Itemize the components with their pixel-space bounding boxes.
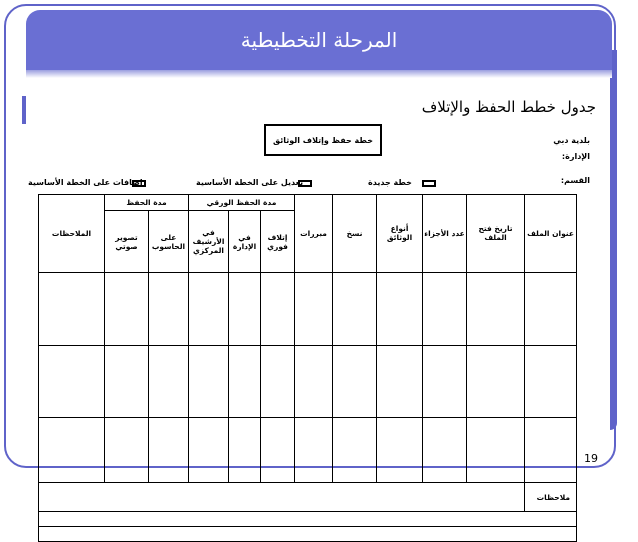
slide-side-accent <box>610 50 617 430</box>
table-row <box>39 272 577 345</box>
document-title-box: خطة حفظ وإتلاف الوثائق <box>264 124 382 156</box>
slide-subtitle: جدول خطط الحفظ والإتلاف <box>421 98 596 116</box>
municipality-label: بلدية دبي <box>553 136 590 145</box>
footer-notes-label: ملاحظات <box>525 482 577 512</box>
col-copies: نسخ <box>333 195 377 273</box>
left-accent-bar <box>22 96 26 124</box>
section-label: القسم: <box>560 176 590 185</box>
notes-row <box>39 482 577 512</box>
page-number: 19 <box>584 452 598 465</box>
plan-options-row <box>28 178 594 192</box>
notes-line <box>39 512 577 527</box>
notes-line <box>39 527 577 542</box>
table-row <box>39 418 577 483</box>
col-immediate-destroy: إتلاف فوري <box>261 211 295 273</box>
col-in-department: في الإدارة <box>229 211 261 273</box>
option-modify-plan-label: تعديل على الخطة الأساسية <box>196 178 304 187</box>
col-on-computer: على الحاسوب <box>149 211 189 273</box>
table-row <box>39 345 577 418</box>
col-justification: مبررات <box>295 195 333 273</box>
retention-plan-table <box>38 194 577 542</box>
option-new-plan-checkbox[interactable] <box>422 180 436 187</box>
col-parts-count: عدد الأجزاء <box>423 195 467 273</box>
col-document-types: أنواع الوثائق <box>377 195 423 273</box>
group-paper-retention: مدة الحفظ الورقي <box>189 195 295 211</box>
col-notes: الملاحظات <box>39 195 105 273</box>
option-new-plan-label: خطة جديدة <box>368 178 412 187</box>
option-additions-label: إضافات على الخطة الأساسية <box>28 178 143 187</box>
option-modify-plan-checkbox[interactable] <box>298 180 312 187</box>
col-audio-visual: تصوير صوتي <box>105 211 149 273</box>
col-in-central-archive: في الأرشيف المركزي <box>189 211 229 273</box>
col-file-open-date: تاريخ فتح الملف <box>467 195 525 273</box>
department-label: الإدارة: <box>561 152 590 161</box>
banner-shadow <box>26 70 612 78</box>
col-file-title: عنوان الملف <box>525 195 577 273</box>
slide-title: المرحلة التخطيطية <box>26 10 612 70</box>
option-additions-checkbox[interactable] <box>132 180 146 187</box>
group-retention-period: مدة الحفظ <box>105 195 189 211</box>
